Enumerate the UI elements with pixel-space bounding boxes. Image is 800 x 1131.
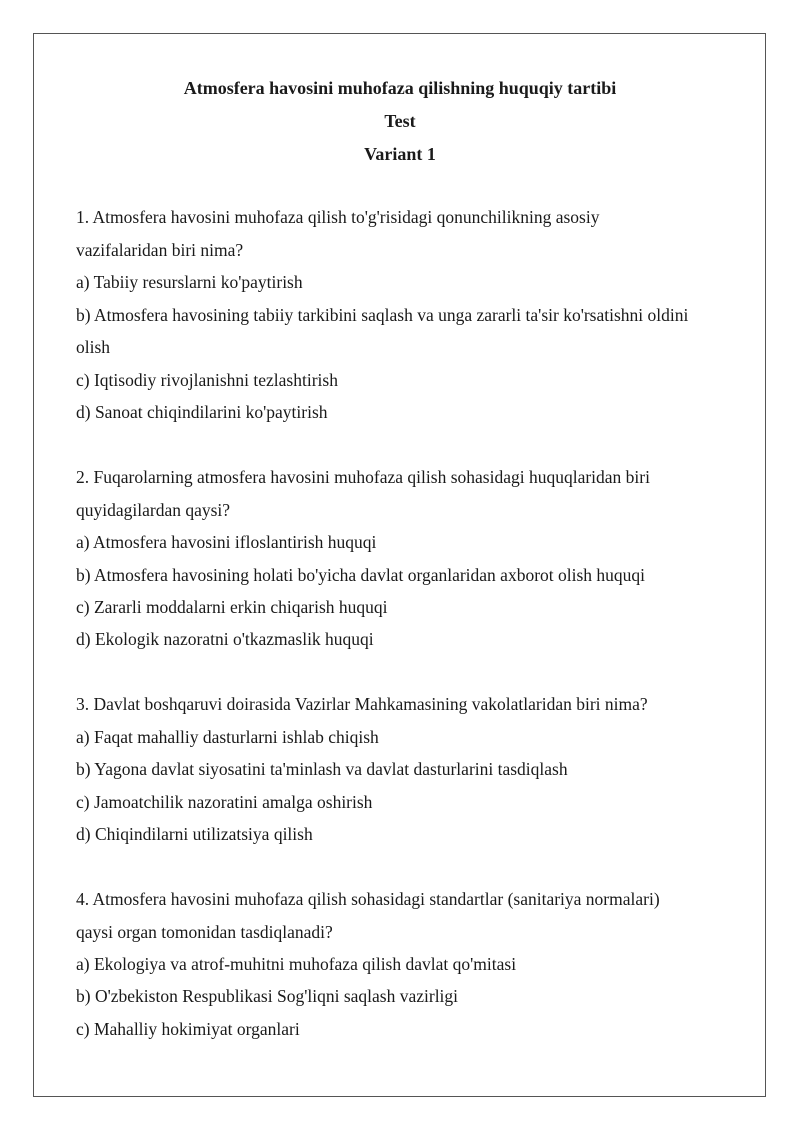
- question-1-option-a: a) Tabiiy resurslarni ko'paytirish: [76, 272, 303, 292]
- question-3-option-d: d) Chiqindilarni utilizatsiya qilish: [76, 824, 313, 844]
- question-3-option-a: a) Faqat mahalliy dasturlarni ishlab chiqish: [76, 727, 379, 747]
- document-title: Atmosfera havosini muhofaza qilishning huquqiy tartibi: [183, 78, 617, 98]
- question-2-option-a: a) Atmosfera havosini ifloslantirish huquqi: [76, 532, 377, 552]
- question-2-option-d: d) Ekologik nazoratni o'tkazmaslik huquqi: [76, 629, 374, 649]
- question-2-text-line-1: 2. Fuqarolarning atmosfera havosini muhofaza qilish sohasidagi huquqlaridan biri: [76, 467, 650, 487]
- question-1-option-c: c) Iqtisodiy rivojlanishni tezlashtirish: [76, 370, 338, 390]
- question-1-option-b: b) Atmosfera havosining tabiiy tarkibini saqlash va unga zararli ta'sir ko'rsatishni oldini: [76, 305, 689, 325]
- document-variant: Variant 1: [364, 144, 436, 164]
- question-1-option-b-continued: olish: [76, 337, 111, 357]
- question-3-option-b: b) Yagona davlat siyosatini ta'minlash va davlat dasturlarini tasdiqlash: [76, 759, 568, 779]
- question-3-text-line-1: 3. Davlat boshqaruvi doirasida Vazirlar Mahkamasining vakolatlaridan biri nima?: [76, 694, 648, 714]
- question-4-option-b: b) O'zbekiston Respublikasi Sog'liqni saqlash vazirligi: [76, 986, 459, 1006]
- question-1-text-line-2: vazifalaridan biri nima?: [76, 240, 244, 260]
- document-subtitle: Test: [384, 111, 416, 131]
- question-4-option-a: a) Ekologiya va atrof-muhitni muhofaza qilish davlat qo'mitasi: [76, 954, 517, 974]
- question-2-option-b: b) Atmosfera havosining holati bo'yicha davlat organlaridan axborot olish huquqi: [76, 565, 646, 585]
- question-4-option-c: c) Mahalliy hokimiyat organlari: [76, 1019, 300, 1039]
- question-2-option-c: c) Zararli moddalarni erkin chiqarish huquqi: [76, 597, 388, 617]
- question-2-text-line-2: quyidagilardan qaysi?: [76, 500, 231, 520]
- question-1-option-d: d) Sanoat chiqindilarini ko'paytirish: [76, 402, 328, 422]
- question-4-text-line-2: qaysi organ tomonidan tasdiqlanadi?: [76, 922, 333, 942]
- question-3-option-c: c) Jamoatchilik nazoratini amalga oshirish: [76, 792, 373, 812]
- question-1-text-line-1: 1. Atmosfera havosini muhofaza qilish to'g'risidagi qonunchilikning asosiy: [76, 207, 600, 227]
- question-4-text-line-1: 4. Atmosfera havosini muhofaza qilish sohasidagi standartlar (sanitariya normalari): [76, 889, 660, 909]
